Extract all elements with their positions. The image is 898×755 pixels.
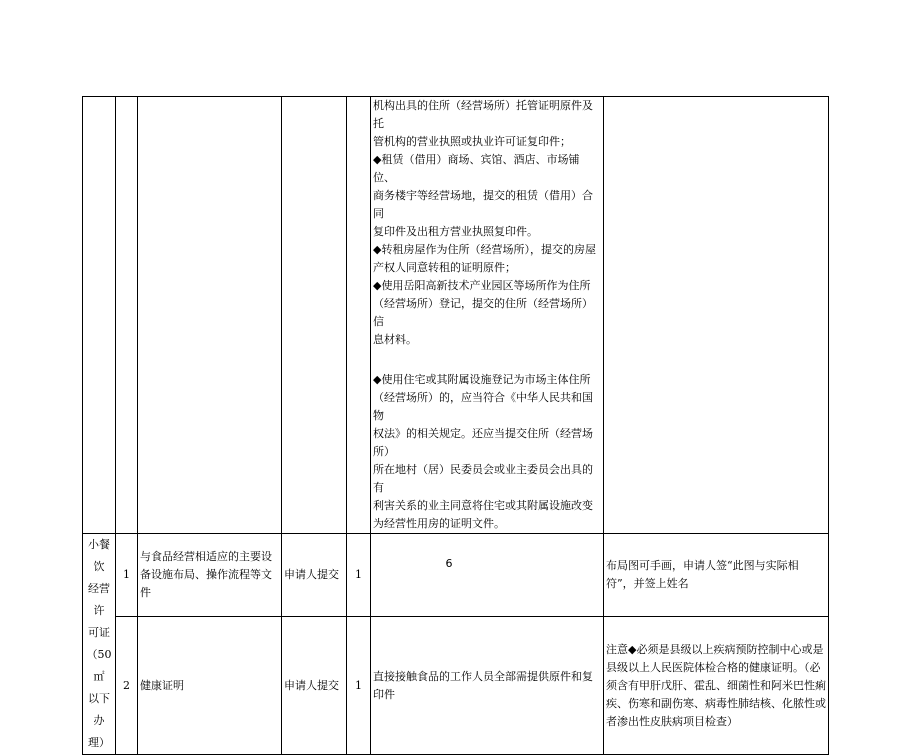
requirement-cell-continued	[371, 97, 604, 534]
requirement-line: （经营场所）的，应当符合《中华人民共和国物	[373, 391, 593, 422]
source-cell: 申请人提交	[282, 617, 347, 755]
requirement-line: 产权人同意转租的证明原件；	[373, 261, 516, 274]
requirement-gap	[373, 349, 601, 371]
category-line: 理）	[88, 736, 110, 749]
requirement-line: ◆使用住宅或其附属设施登记为市场主体住所	[373, 373, 591, 386]
table-row	[83, 534, 829, 617]
requirement-line: 复印件及出租方营业执照复印件。	[373, 225, 538, 238]
requirement-line: 权法》的相关规定。还应当提交住所（经营场所）	[373, 427, 593, 458]
material-cell: 健康证明	[138, 617, 282, 755]
material-cell-empty	[138, 97, 282, 534]
requirement-line: 管机构的营业执照或执业许可证复印件；	[373, 135, 571, 148]
remark-cell-empty	[604, 97, 829, 534]
material-cell: 与食品经营相适应的主要设备设施布局、操作流程等文件	[138, 534, 282, 617]
category-line: 经营许	[88, 582, 110, 617]
requirement-line: ◆转租房屋作为住所（经营场所），提交的房屋	[373, 243, 596, 256]
source-cell-empty	[282, 97, 347, 534]
row-number: 1	[116, 534, 138, 617]
requirement-line: 利害关系的业主同意将住宅或其附属设施改变	[373, 499, 593, 512]
requirement-line: ◆租赁（借用）商场、宾馆、酒店、市场铺位、	[373, 153, 580, 184]
source-cell: 申请人提交	[282, 534, 347, 617]
requirement-line: 息材料。	[373, 333, 417, 346]
requirement-line: （经营场所）登记，提交的住所（经营场所）信	[373, 297, 593, 328]
requirement-cell: 直接接触食品的工作人员全部需提供原件和复印件	[371, 617, 604, 755]
category-line: 以下办	[88, 692, 110, 727]
requirement-cell	[371, 534, 604, 617]
remark-cell: 布局图可手画，申请人签“此图与实际相符”，并签上姓名	[604, 534, 829, 617]
requirement-line: 商务楼宇等经营场地，提交的租赁（借用）合同	[373, 189, 593, 220]
copies-cell: 1	[347, 534, 371, 617]
copies-cell: 1	[347, 617, 371, 755]
requirement-line: 为经营性用房的证明文件。	[373, 517, 505, 530]
requirement-line: 机构出具的住所（经营场所）托管证明原件及托	[373, 99, 593, 130]
category-line: 小餐饮	[88, 538, 110, 573]
requirement-line: ◆使用岳阳高新技术产业园区等场所作为住所	[373, 279, 591, 292]
continued-row	[83, 97, 829, 534]
category-line: 可证	[88, 626, 110, 639]
page-number: 6	[445, 557, 453, 570]
row-number: 2	[116, 617, 138, 755]
copies-cell-empty	[347, 97, 371, 534]
category-cell-empty	[83, 97, 116, 534]
requirement-line: 所在地村（居）民委员会或业主委员会出具的有	[373, 463, 593, 494]
remark-cell: 注意◆必须是县级以上疾病预防控制中心或是县级以上人民医院体检合格的健康证明。（必须含有甲肝戊肝、霍乱、细菌性和阿米巴性痢疾、伤寒和副伤寒、病毒性肺结核、化脓性或者渗出性皮肤病项目检查）	[604, 617, 829, 755]
table-row	[83, 617, 829, 755]
requirements-table	[82, 96, 829, 755]
category-line: （50 ㎡	[86, 648, 112, 683]
no-cell-empty	[116, 97, 138, 534]
